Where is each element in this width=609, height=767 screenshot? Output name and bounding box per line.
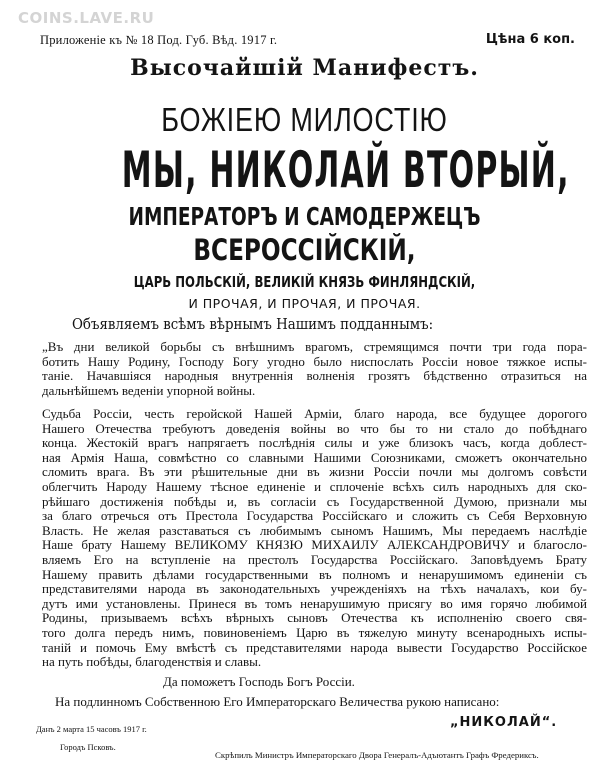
- text-line: на путь побѣды, благоденствія и славы.: [42, 654, 262, 670]
- text-line: рѣйшаго достиженія побѣды и, въ согласіи съ Государственной Думою, признали мы: [42, 493, 587, 509]
- etc-line: И ПРОЧАЯ, И ПРОЧАЯ, И ПРОЧАЯ.: [188, 296, 421, 311]
- text-line: ная Армія Наша, совмѣстно со славными Нашими Союзниками, сможетъ окончательно: [42, 449, 587, 465]
- countersign-line: Скрѣпилъ Министръ Императорскаго Двора Генералъ-Адъютантъ Графъ Фредериксъ.: [215, 750, 539, 760]
- emperor-title-heading: ИМПЕРАТОРЪ И САМОДЕРЖЕЦЪ: [128, 202, 481, 231]
- emperor-name-heading: МЫ, НИКОЛАЙ ВТОРЫЙ,: [121, 141, 570, 199]
- text-line: ботить Нашу Родину, Господу Богу угодно было ниспослать Россіи новое тяжкое испы-: [42, 353, 587, 369]
- text-line: представителями народа въ законодательныхъ учрежденіяхъ на тѣхъ началахъ, кои бу-: [42, 581, 587, 597]
- grace-heading: БОЖІЕЮ МИЛОСТІЮ: [161, 101, 448, 138]
- announcement-line: Объявляемъ всѣмъ вѣрнымъ Нашимъ подданнымъ:: [72, 317, 434, 333]
- supplement-line: Приложеніе къ № 18 Под. Губ. Вѣд. 1917 г.: [40, 33, 278, 47]
- text-line: Нашего Отечества требуютъ доведенія войны во что бы то ни стало до побѣднаго: [42, 420, 587, 436]
- text-line: конца. Жестокій врагъ напрягаетъ послѣднія силы и уже близокъ часъ, когда доблест-: [42, 435, 587, 451]
- all-russian-heading: ВСЕРОССІЙСКІЙ,: [193, 233, 416, 267]
- text-line: того долга передъ нимъ, повиновеніемъ Царю въ тяжелую минуту всенародныхъ испы-: [42, 624, 587, 640]
- text-line: Нашему править дѣлами государственными въ полномъ и ненарушимомъ единеніи съ: [42, 566, 587, 582]
- text-line: дальнѣйшемъ веденіи упорной войны.: [42, 382, 256, 398]
- manifest-heading: Высочайшій Манифестъ.: [130, 55, 479, 81]
- text-line: таній и помочь Ему вмѣстѣ съ представителями народа вывести Государство Россійское: [42, 639, 587, 655]
- tsar-titles-line: ЦАРЬ ПОЛЬСКІЙ, ВЕЛИКІЙ КНЯЗЬ ФИНЛЯНДСКІЙ,: [133, 273, 476, 291]
- date-line: Данъ 2 марта 15 часовъ 1917 г.: [36, 724, 147, 734]
- text-line: дутъ ими установлены. Принеся въ томъ ненарушимую присягу во имя горячо любимой: [42, 595, 587, 611]
- text-line: облегчить Народу Нашему тѣсное единеніе и сплоченіе всѣхъ силъ народныхъ для ско-: [42, 478, 587, 494]
- text-line: сломить врага. Въ эти рѣшительные дни въ жизни Россіи почли мы долгомъ совѣсти: [42, 464, 587, 480]
- god-help-line: Да поможетъ Господь Богъ Россіи.: [163, 674, 355, 689]
- city-line: Городъ Псковъ.: [60, 742, 116, 752]
- text-line: Наше брату Нашему ВЕЛИКОМУ КНЯЗЮ МИХАИЛУ АЛЕКСАНДРОВИЧУ и благосло-: [42, 537, 587, 553]
- price-label: Цѣна 6 коп.: [485, 32, 575, 47]
- paragraph-second: [42, 407, 587, 670]
- text-line: Судьба Россіи, честь геройской Нашей Арміи, благо народа, все будущее дорогого: [42, 406, 587, 421]
- text-line: за благо отречься отъ Престола Государства Россійскаго и сложить съ Себя Верховную: [42, 508, 587, 524]
- original-note-line: На подлинномъ Собственною Его Императорскаго Величества рукою написано:: [55, 694, 500, 709]
- paragraph-first: [42, 340, 587, 398]
- signature-nikolai: „НИКОЛАЙ“.: [450, 715, 558, 730]
- text-line: вляемъ Его на вступленіе на престолъ Государства Россійскаго. Заповѣдуемъ Брату: [42, 551, 587, 567]
- watermark-text: COINS.LAVE.RU: [18, 9, 155, 27]
- text-line: Власть. Не желая разставаться съ любимымъ сыномъ Нашимъ, Мы передаемъ наслѣдіе: [42, 522, 587, 538]
- text-line: Родины, призываемъ всѣхъ вѣрныхъ сыновъ Отечества къ исполненію своего свя-: [42, 610, 587, 626]
- text-line: таніе. Начавшіяся народныя внутреннія волненія грозятъ бѣдственно отразиться на: [42, 368, 587, 384]
- text-line: „Въ дни великой борьбы съ внѣшнимъ врагомъ, стремящимся почти три года пора-: [42, 339, 587, 354]
